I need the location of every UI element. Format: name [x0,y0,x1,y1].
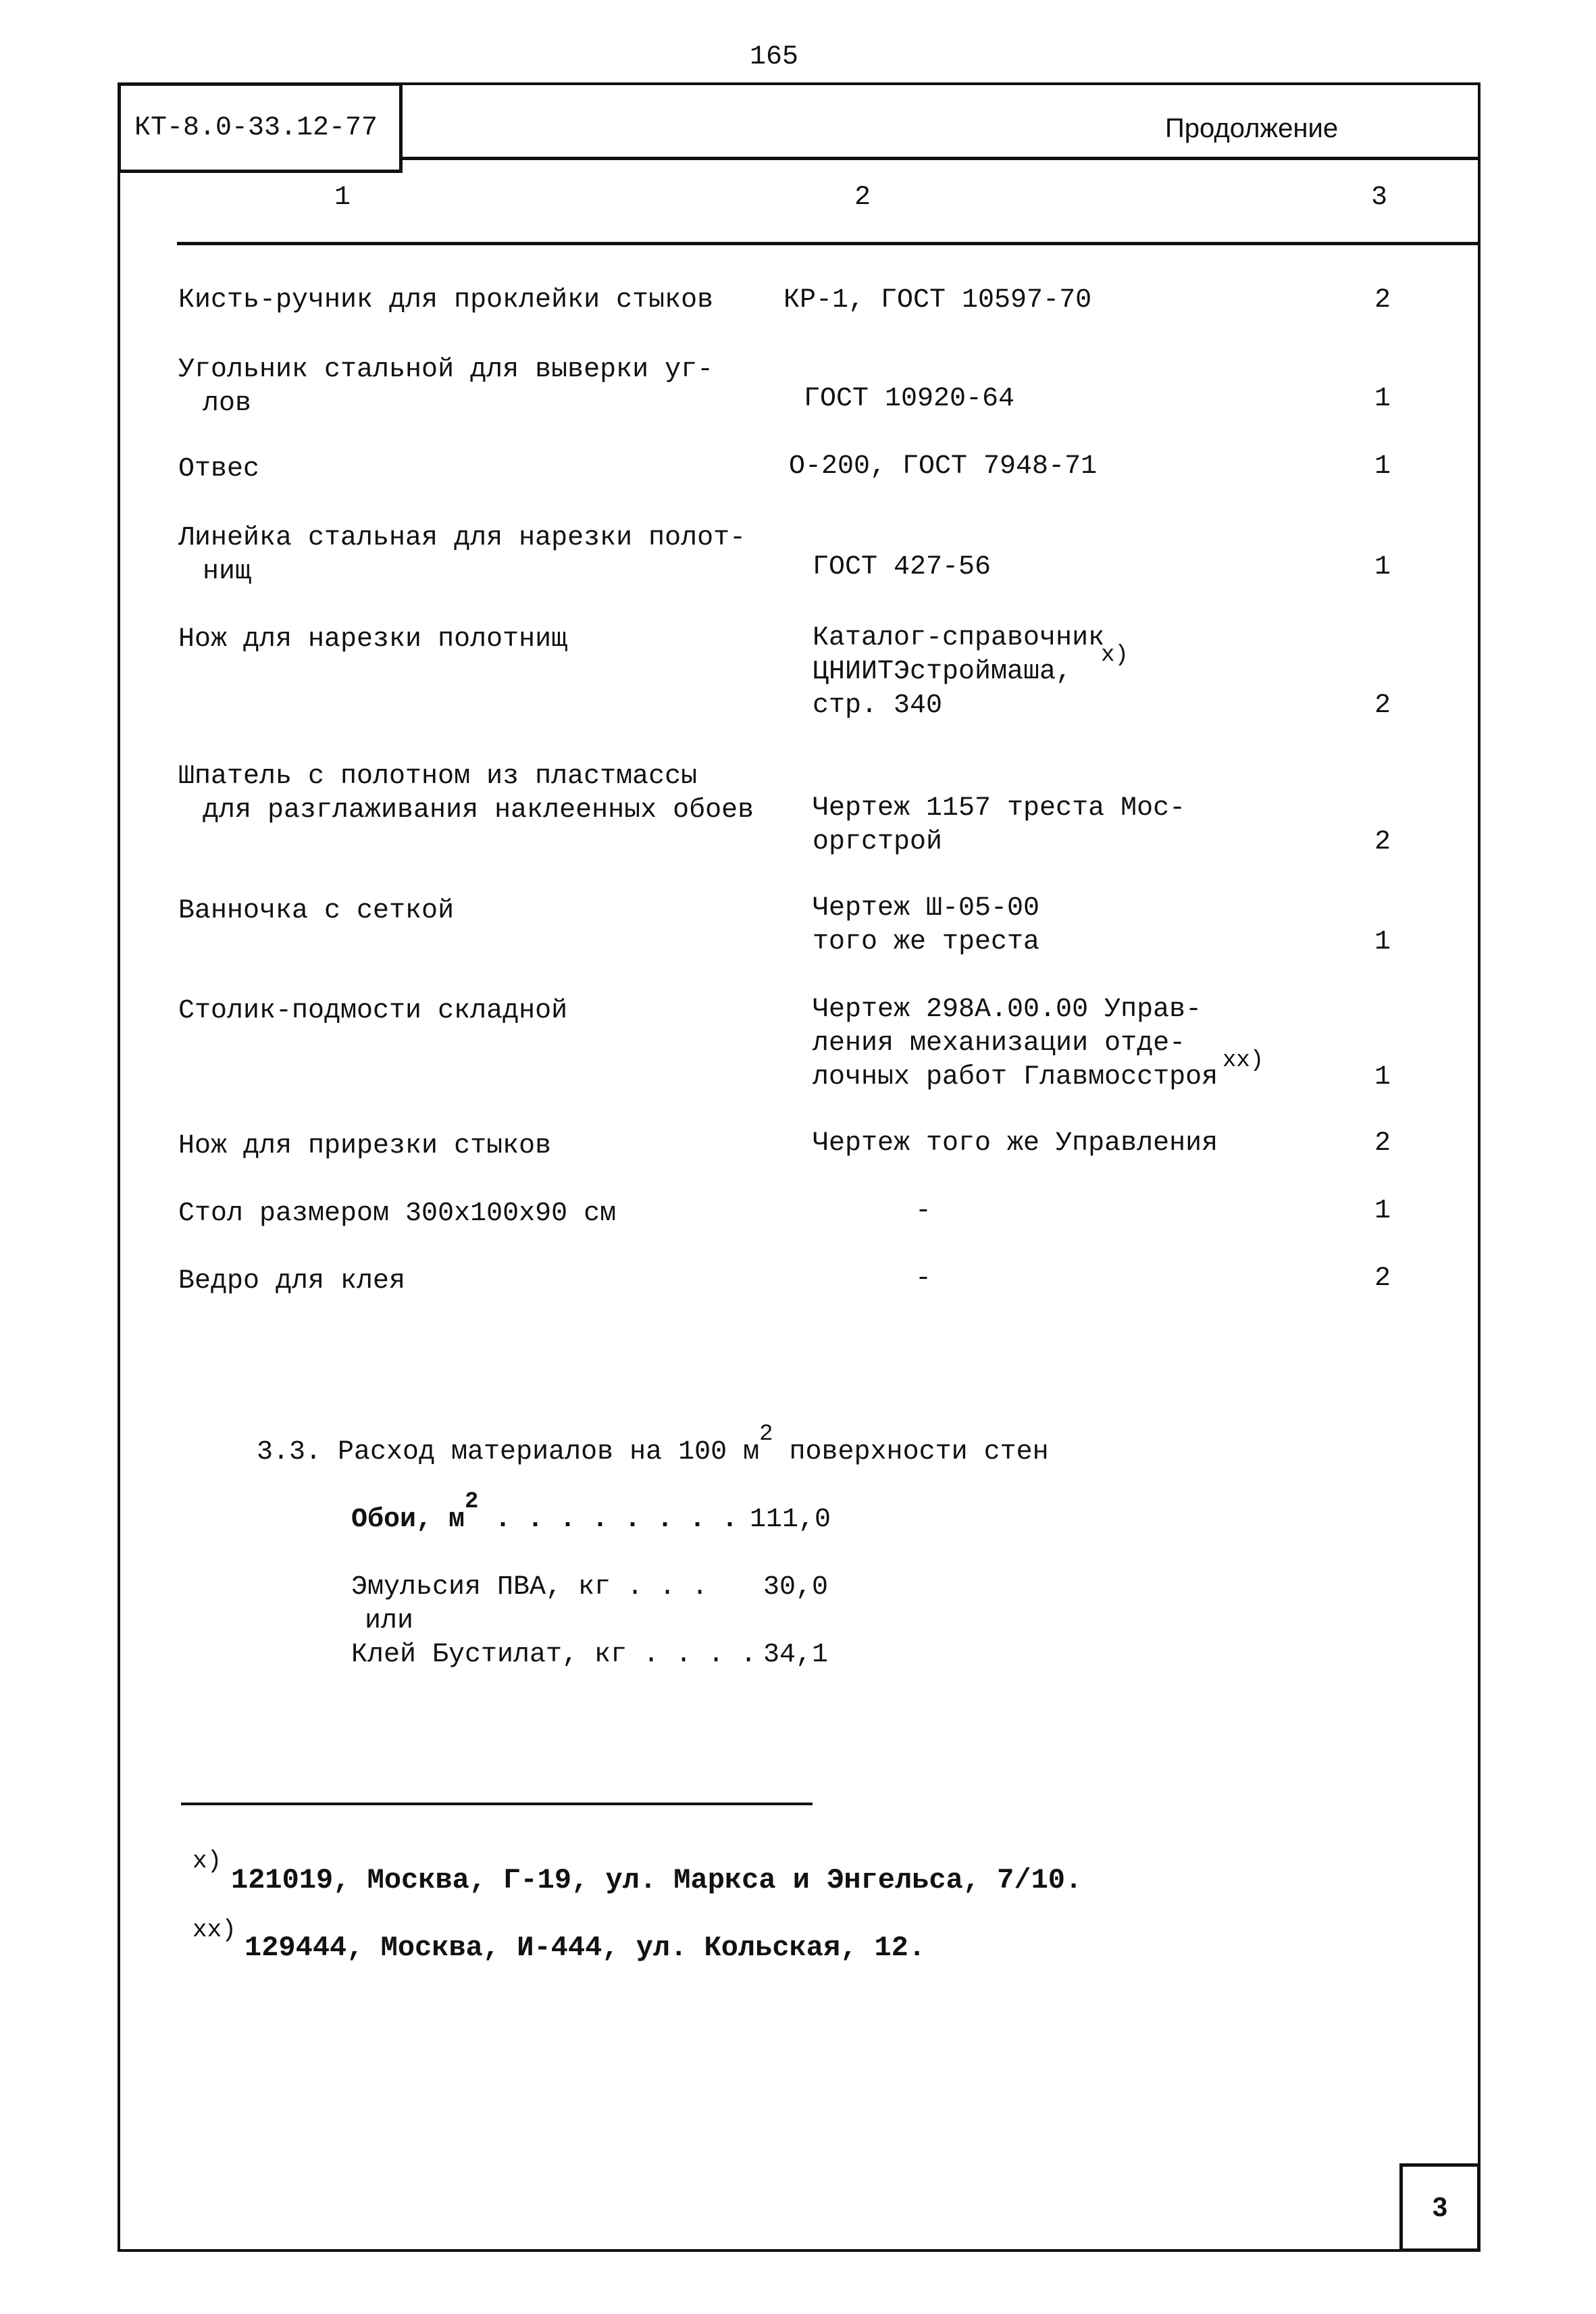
row-8-ref-line-3: лочных работ Главмосстроя [813,1062,1218,1092]
page-frame [118,82,1481,2252]
row-9-ref: Чертеж того же Управления [813,1128,1218,1159]
row-1-name: Кисть-ручник для проклейки стыков [178,285,714,316]
row-5-ref-line-1: Каталог-справочник [813,623,1105,653]
row-9-qty: 2 [1374,1128,1391,1159]
row-7-qty: 1 [1374,927,1391,957]
footnote-2-mark: хх) [192,1916,236,1944]
row-8-name: Столик-подмости складной [178,996,568,1026]
column-header-2: 2 [854,182,871,213]
document-code-box [118,82,403,173]
footnote-1-mark: х) [192,1847,222,1875]
row-2-qty: 1 [1374,384,1391,414]
sheet-number-box [1399,2163,1481,2252]
material-1-label-text: Обои, м [351,1505,465,1535]
row-4-name-line-1: Линейка стальная для нарезки полот- [178,523,746,553]
row-2-name-line-2: лов [203,388,252,419]
row-10-ref: - [915,1196,932,1226]
row-5-qty: 2 [1374,690,1391,721]
row-1-ref: КР-1, ГОСТ 10597-70 [783,285,1092,316]
row-6-name-line-2: для разглаживания наклеенных обоев [203,795,754,826]
row-5-ref-line-2: ЦНИИТЭстроймаша, [813,657,1073,687]
row-2-ref: ГОСТ 10920-64 [804,384,1015,414]
row-8-qty: 1 [1374,1062,1391,1092]
row-5-ref-line-3: стр. 340 [813,690,943,721]
column-header-3: 3 [1371,182,1388,213]
material-2-value: 30,0 [763,1572,829,1603]
header-top-rule [403,157,1481,160]
material-2-label [351,1571,708,1605]
row-4-name-line-2: нищ [203,557,252,587]
header-bottom-rule [177,242,1481,245]
row-2-name-line-1: Угольник стальной для выверки уг- [178,355,714,385]
column-header-1: 1 [334,182,351,213]
row-8-footnote-mark: хх) [1222,1048,1264,1074]
material-3-dots: . . . . [627,1640,757,1670]
material-3-value: 34,1 [763,1640,829,1670]
material-1-value: 111,0 [750,1505,831,1535]
section-title [257,1422,1049,1470]
material-1-dots: . . . . . . . . [478,1505,738,1535]
row-6-qty: 2 [1374,827,1391,857]
row-6-name-line-1: Шпатель с полотном из пластмассы [178,761,698,792]
page-number: 165 [750,42,799,72]
row-9-name: Нож для прирезки стыков [178,1131,552,1161]
row-7-ref-line-2: того же треста [813,927,1040,957]
section-title-superscript: 2 [759,1422,773,1447]
material-3-label-text: Клей Бустилат, кг [351,1640,627,1670]
footnote-2-text: 129444, Москва, И-444, ул. Кольская, 12. [244,1932,926,1964]
section-title-text: 3.3. Расход материалов на 100 м [257,1437,760,1467]
material-2-dots: . . . [611,1572,709,1603]
row-7-name: Ванночка с сеткой [178,896,455,926]
sheet-number: 3 [1432,2192,1448,2222]
row-5-name: Нож для нарезки полотнищ [178,624,568,655]
row-10-name: Стол размером 300х100х90 см [178,1199,617,1229]
row-11-ref: - [915,1263,932,1294]
row-8-ref-line-2: ления механизации отде- [813,1028,1186,1059]
footnote-1-text: 121019, Москва, Г-19, ул. Маркса и Энгельса, 7/10. [231,1864,1083,1896]
row-11-qty: 2 [1374,1263,1391,1294]
row-11-name: Ведро для клея [178,1266,406,1297]
row-3-ref: О-200, ГОСТ 7948-71 [789,451,1098,482]
continuation-label: Продолжение [1165,114,1339,143]
footnote-rule [181,1803,813,1805]
row-6-ref-line-2: оргстрой [813,827,943,857]
row-3-qty: 1 [1374,451,1391,482]
row-10-qty: 1 [1374,1196,1391,1226]
row-1-qty: 2 [1374,285,1391,316]
row-5-footnote-mark: х) [1101,643,1129,668]
material-1-label [351,1489,738,1538]
row-8-ref-line-1: Чертеж 298А.00.00 Управ- [813,995,1202,1025]
document-code: КТ-8.0-33.12-77 [134,113,378,143]
row-4-qty: 1 [1374,552,1391,582]
row-4-ref: ГОСТ 427-56 [813,552,992,582]
section-title-rest: поверхности стен [773,1437,1049,1467]
row-6-ref-line-1: Чертеж 1157 треста Мос- [813,793,1186,824]
material-3-label [351,1638,756,1672]
material-2-label-text: Эмульсия ПВА, кг [351,1572,611,1603]
row-3-name: Отвес [178,454,260,484]
material-1-superscript: 2 [465,1489,479,1515]
row-7-ref-line-1: Чертеж Ш-05-00 [813,893,1040,924]
material-or: или [365,1606,414,1636]
